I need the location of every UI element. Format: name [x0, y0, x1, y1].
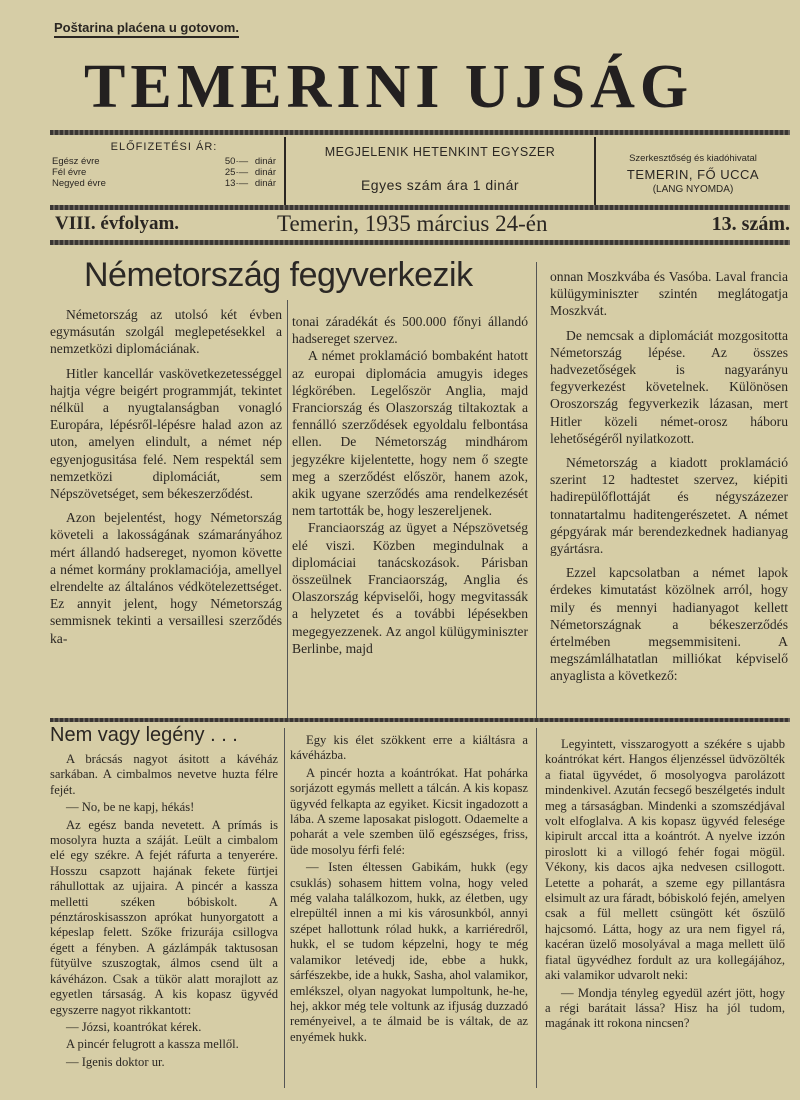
paragraph: Hitler kancellár vaskövetkezetességgel hajtja végre beigért programmját, tekintet nélkül a nyugtalanságban vonagló Europára, lépésről-lépésre halad azon az uton, amelyen elindult, a német nép egyenjogusitása felé. Nem respektál sem nemzetközi diplomáciát, sem Népszövetséget, sem békeszerződést. [50, 365, 282, 502]
paragraph: — Isten éltessen Gabikám, hukk (egy csuklás) sohasem hittem volna, hogy veled még valaha találkozom, hukk, az életben, ugy elrepültél innen a mi kis városunkból, annyi szépet hallottunk rólad hukk, a karriéredről, hukk, el se tudom képzelni, hogy te még valamikor letévedj ide, ebbe a hukk, sárfészekbe, ide a hukk, Sasha, ahol valamikor, emlékszel, olyan nagyokat lumpoltunk, he-he, hej, akkor még tele voltunk az ifjuság duzzadó reményeivel, a te álmaid be is váltak, de az enyémek hukk. [290, 860, 528, 1044]
subscription-row [52, 178, 276, 189]
paragraph: Németország az utolsó két évben egymásután szolgál meglepetésekkel a nemzetközi diplomáciának. [50, 307, 282, 357]
paragraph: — Igenis doktor ur. [66, 1054, 165, 1069]
paragraph: A pincér hozta a koántrókat. Hat pohárka sorjázott egymás mellett a tálcán. A kis kopasz ügyvéd felkapta az egyiket. Kicsit ingadozott a lába. A szeme laposakat pislogott. Odaemelte a poharát a vele szemben ülő egészséges, friss, üde mosolyu férfi felé: [290, 765, 528, 857]
postage-note: Poštarina plaćena u gotovom. [54, 20, 239, 38]
article1-column-2 [292, 313, 528, 657]
paragraph: tonai záradékát és 500.000 főnyi állandó hadsereget szervez. [292, 314, 528, 347]
article-headline: Németország fegyverkezik [84, 256, 473, 294]
issue-date: Temerin, 1935 március 24-én [277, 211, 548, 236]
publication-box [286, 137, 596, 207]
paragraph: A brácsás nagyot ásitott a kávéház sarkában. A cimbalmos nevetve huzta félre fejét. [50, 752, 278, 797]
article2-column-2 [290, 733, 528, 1047]
paragraph: Legyintett, visszarogyott a székére s ujabb koántrókat kért. Hangos éljenzéssel üdvözölték a fiatal ügyvédet, ő mosolyogva parolázott mindenkivel. Azután fecsegő beszélgetés indult meg a társaságban. Mindenki a szomszédjával volt elfoglalva. A kis kopasz ügyvéd felesége kipirult arccal itta a koántrót. A nyelve izzón piroslott ki a villogó fehér fogai mögül. Vékony, kis dacos ajka nedvesen csillogott. Letette a poharát, a szeme egy pillantásra elsimult az ura fáradt, bóbiskoló fején, amelyen csak a fül mellett csüngött két őszülő hajcsomó. Látta, hogy az ura nem figyel rá, kacéran üzelő mosolyával a maga mellett ülő fiatal ügyvédhez fordult az ura kollegájához, aki valamikor udvarolt neki: [545, 737, 785, 983]
price-text: Egyes szám ára 1 dinár [360, 177, 520, 193]
paragraph: Azon bejelentést, hogy Németország követeli a lakosságának számarányához mért állandó hadsereget, nyomon követte a német kormány proklamaciója, amellyel elrendelte az általános védkötelezettséget. Ez annyit jelent, hogy Németország semmisnek tekinti a versaillesi szerződés ka- [50, 510, 282, 646]
subscription-amount: 50·— [224, 156, 249, 167]
office-box [596, 137, 790, 207]
column-divider [284, 728, 285, 1088]
subscription-amount: 25·— [224, 167, 249, 178]
subscription-unit: dinár [254, 156, 276, 167]
divider [50, 130, 790, 135]
paragraph: — Mondja tényleg egyedül azért jött, hogy a régi barátait lássa? Hisz ha jól tudom, magának itt rokona nincsen? [545, 985, 785, 1031]
subscription-amount: 13·— [224, 178, 249, 189]
subscription-row [52, 156, 276, 167]
subscription-unit: dinár [254, 178, 276, 189]
subscription-label: Fél évre [52, 167, 87, 178]
paragraph: — No, be ne kapj, hékás! [66, 800, 195, 815]
subscription-row [52, 167, 276, 178]
subscription-label: Egész évre [52, 156, 100, 167]
paragraph: Egy kis élet szökkent erre a kiáltásra a kávéházba. [290, 733, 528, 763]
paragraph: Ezzel kapcsolatban a német lapok érdekes kimutatást közölnek arról, hogy mily és mennyi hadianyagot kellett Németországnak a békeszerződés értelmében megsemmisiteni. A megszámlálhatatlan milliókat képviselő anyaglista a következő: [550, 565, 788, 684]
paragraph: A pincér felugrott a kassza mellől. [66, 1037, 239, 1052]
article1-column-3 [550, 268, 788, 692]
paragraph: De nemcsak a diplomáciát mozgositotta Németország lépése. Az összes hadvezetőségek is nagyarányu fegyverkezést követelnek. Különösen Oroszország fegyverkezik lázasan, mert Hitler közeli német-orosz háboru lehetőségéről nyilatkozott. [550, 327, 788, 446]
office-address: TEMERIN, FŐ UCCA [626, 167, 760, 182]
subscription-box [50, 137, 286, 207]
paragraph: Németország a kiadott proklamáció szerint 12 hadtestet szervez, kiépiti hadirepülőflottáját és négyszázezer tonnatartalmu haditengerészetet. A német gépgyárak már berendezkednek hadianyag gyártásra. [550, 455, 788, 557]
subscription-unit: dinár [254, 167, 276, 178]
article1-column-1 [50, 306, 282, 654]
issue-number: 13. szám. [711, 212, 790, 235]
paragraph: A német proklamáció bombaként hatott az europai diplomácia amugyis ideges légkörében. Legelőször Anglia, majd Franciország és Olaszország tiltakoztak a fennálló szerződések egyoldalu felbontása ellen. De Németország mindhárom jegyzékre kijelentette, hogy nem ő szegte meg a szerződést először, hanem azok, akik ugyane szerződés ama rendelkezését nem tartották be, hogy leszereljenek. [292, 348, 528, 519]
divider [50, 240, 790, 245]
column-divider [536, 728, 537, 1088]
paragraph: — Józsi, koantrókat kérek. [66, 1019, 202, 1034]
column-divider [536, 262, 537, 720]
office-printer: (LANG NYOMDA) [652, 184, 734, 195]
edition-line [55, 210, 790, 238]
frequency-text: MEGJELENIK HETENKINT EGYSZER [324, 145, 556, 159]
divider [50, 718, 790, 722]
column-divider [287, 300, 288, 720]
article2-column-3 [545, 737, 785, 1034]
info-box [50, 137, 790, 207]
office-label: Szerkesztőség és kiadóhivatal [629, 153, 757, 164]
subscription-label: Negyed évre [52, 178, 106, 189]
article2-column-1 [50, 752, 278, 1072]
paragraph: onnan Moszkvába és Vasóba. Laval francia külügyminiszter szintén meglátogatja Moszkvát. [550, 269, 788, 319]
subscription-heading: ELŐFIZETÉSI ÁR: [110, 141, 218, 153]
volume: VIII. évfolyam. [55, 213, 180, 234]
story-title: Nem vagy legény . . . [50, 724, 238, 746]
paragraph: Az egész banda nevetett. A prímás is mosolyra huzta a száját. Leült a cimbalom elé egy székre. A fejét ráfurta a tenyerére. Hosszu csapzott hajának fekete fürtjei ráhullottak az ujjaira. A pincér a kassza melletti széken bóbiskolt. A pénztároskisasszon aprókat hunyorgatott a képeslap felett. Szőke frizurája csillogva égett a fényben. A gázlámpák taktusosan fütyülve szuszogtak, álmos csend ült a kávéházon. Csak a tükör alatt morajlott az egyetlen társaság. A kis kopasz ügyvéd egyszerre nagyot rikkantott: [50, 817, 278, 1017]
subscription-rows [52, 156, 276, 189]
masthead-title: TEMERINI UJSÁG [84, 53, 694, 121]
paragraph: Franciaország az ügyet a Népszövetség elé viszi. Közben megindulnak a diplomáciai tanácskozások. Párisban összeülnek Franciaország, Anglia és Olaszország képviselői, hogy megvitassák a helyzetet és a további lépésekben megegyezzenek. Az angol külügyminiszter Berlinbe, majd [292, 520, 528, 656]
